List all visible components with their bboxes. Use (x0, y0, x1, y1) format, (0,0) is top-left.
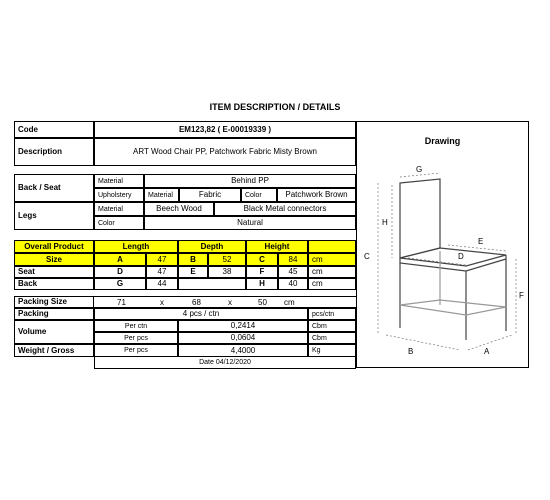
dim-C-value: 84 (278, 253, 308, 266)
dim-H-value: 40 (278, 278, 308, 290)
legs-material-1: Beech Wood (144, 202, 214, 216)
legs-material-label: Material (94, 202, 144, 216)
upholstery-fabric: Fabric (179, 188, 241, 202)
overall-unit: cm (308, 253, 356, 266)
volume-label: Volume (14, 320, 94, 344)
dim-G: G (94, 278, 146, 290)
weight-label: Weight / Gross (14, 344, 94, 357)
packing-label: Packing (14, 308, 94, 320)
drawing-label-H: H (382, 218, 388, 227)
legs-color-label: Color (94, 216, 144, 230)
packing-unit: pcs/ctn (308, 308, 356, 320)
overall-blank (308, 240, 356, 253)
height-header: Height (246, 240, 308, 253)
drawing-label-F: F (519, 291, 524, 300)
weight-value: 4,4000 (178, 344, 308, 357)
overall-size-label-1: Overall Product (14, 240, 94, 253)
drawing-label-B: B (408, 347, 414, 356)
back-unit: cm (308, 278, 356, 290)
upholstery-material-label: Material (144, 188, 179, 202)
packing-size-width: 68 (192, 297, 201, 307)
legs-material-2: Black Metal connectors (214, 202, 356, 216)
document-date: Date 04/12/2020 (94, 357, 356, 369)
volume-per-ctn-unit: Cbm (308, 320, 356, 332)
legs-label: Legs (14, 202, 94, 230)
volume-per-pcs-value: 0,0604 (178, 332, 308, 344)
dim-E: E (178, 266, 208, 278)
dim-E-value: 38 (208, 266, 246, 278)
packing-value: 4 pcs / ctn (94, 308, 308, 320)
packing-size-row (94, 296, 356, 308)
legs-color-value: Natural (144, 216, 356, 230)
dim-G-value: 44 (146, 278, 178, 290)
dim-B: B (178, 253, 208, 266)
dim-F: F (246, 266, 278, 278)
dim-A: A (94, 253, 146, 266)
packing-size-height: 50 (258, 297, 267, 307)
packing-size-x2: x (228, 297, 232, 307)
document-title: ITEM DESCRIPTION / DETAILS (209, 102, 341, 112)
drawing-label-E: E (478, 237, 484, 246)
dim-D: D (94, 266, 146, 278)
drawing-title: Drawing (424, 136, 461, 146)
upholstery-color-label: Color (241, 188, 277, 202)
description-label: Description (14, 138, 94, 166)
code-value: EM123,82 ( E-00019339 ) (94, 121, 356, 138)
back-seat-material-label: Material (94, 174, 144, 188)
packing-size-x1: x (160, 297, 164, 307)
seat-unit: cm (308, 266, 356, 278)
volume-per-ctn-label: Per ctn (94, 320, 178, 332)
drawing-label-A: A (484, 347, 490, 356)
back-blank (178, 278, 246, 290)
volume-per-pcs-label: Per pcs (94, 332, 178, 344)
back-seat-material-value: Behind PP (144, 174, 356, 188)
weight-per-pcs-label: Per pcs (94, 344, 178, 357)
description-value: ART Wood Chair PP, Patchwork Fabric Misty Brown (94, 138, 356, 166)
dim-C: C (246, 253, 278, 266)
volume-per-ctn-value: 0,2414 (178, 320, 308, 332)
dim-A-value: 47 (146, 253, 178, 266)
dim-H: H (246, 278, 278, 290)
back-label: Back (14, 278, 94, 290)
packing-size-label: Packing Size (14, 296, 94, 308)
packing-size-length: 71 (117, 297, 126, 307)
drawing-label-D: D (458, 252, 464, 261)
code-label: Code (14, 121, 94, 138)
upholstery-color-value: Patchwork Brown (277, 188, 356, 202)
chair-drawing (356, 155, 529, 365)
chair-back (400, 179, 440, 258)
length-header: Length (94, 240, 178, 253)
dim-B-value: 52 (208, 253, 246, 266)
weight-unit: Kg (308, 344, 356, 357)
back-seat-label: Back / Seat (14, 174, 94, 202)
drawing-label-G: G (416, 165, 423, 174)
volume-per-pcs-unit: Cbm (308, 332, 356, 344)
drawing-label-C: C (364, 252, 370, 261)
dim-D-value: 47 (146, 266, 178, 278)
depth-header: Depth (178, 240, 246, 253)
overall-size-label-2: Size (14, 253, 94, 266)
packing-size-unit: cm (284, 297, 295, 307)
seat-label: Seat (14, 266, 94, 278)
upholstery-label: Upholstery (94, 188, 144, 202)
dim-F-value: 45 (278, 266, 308, 278)
